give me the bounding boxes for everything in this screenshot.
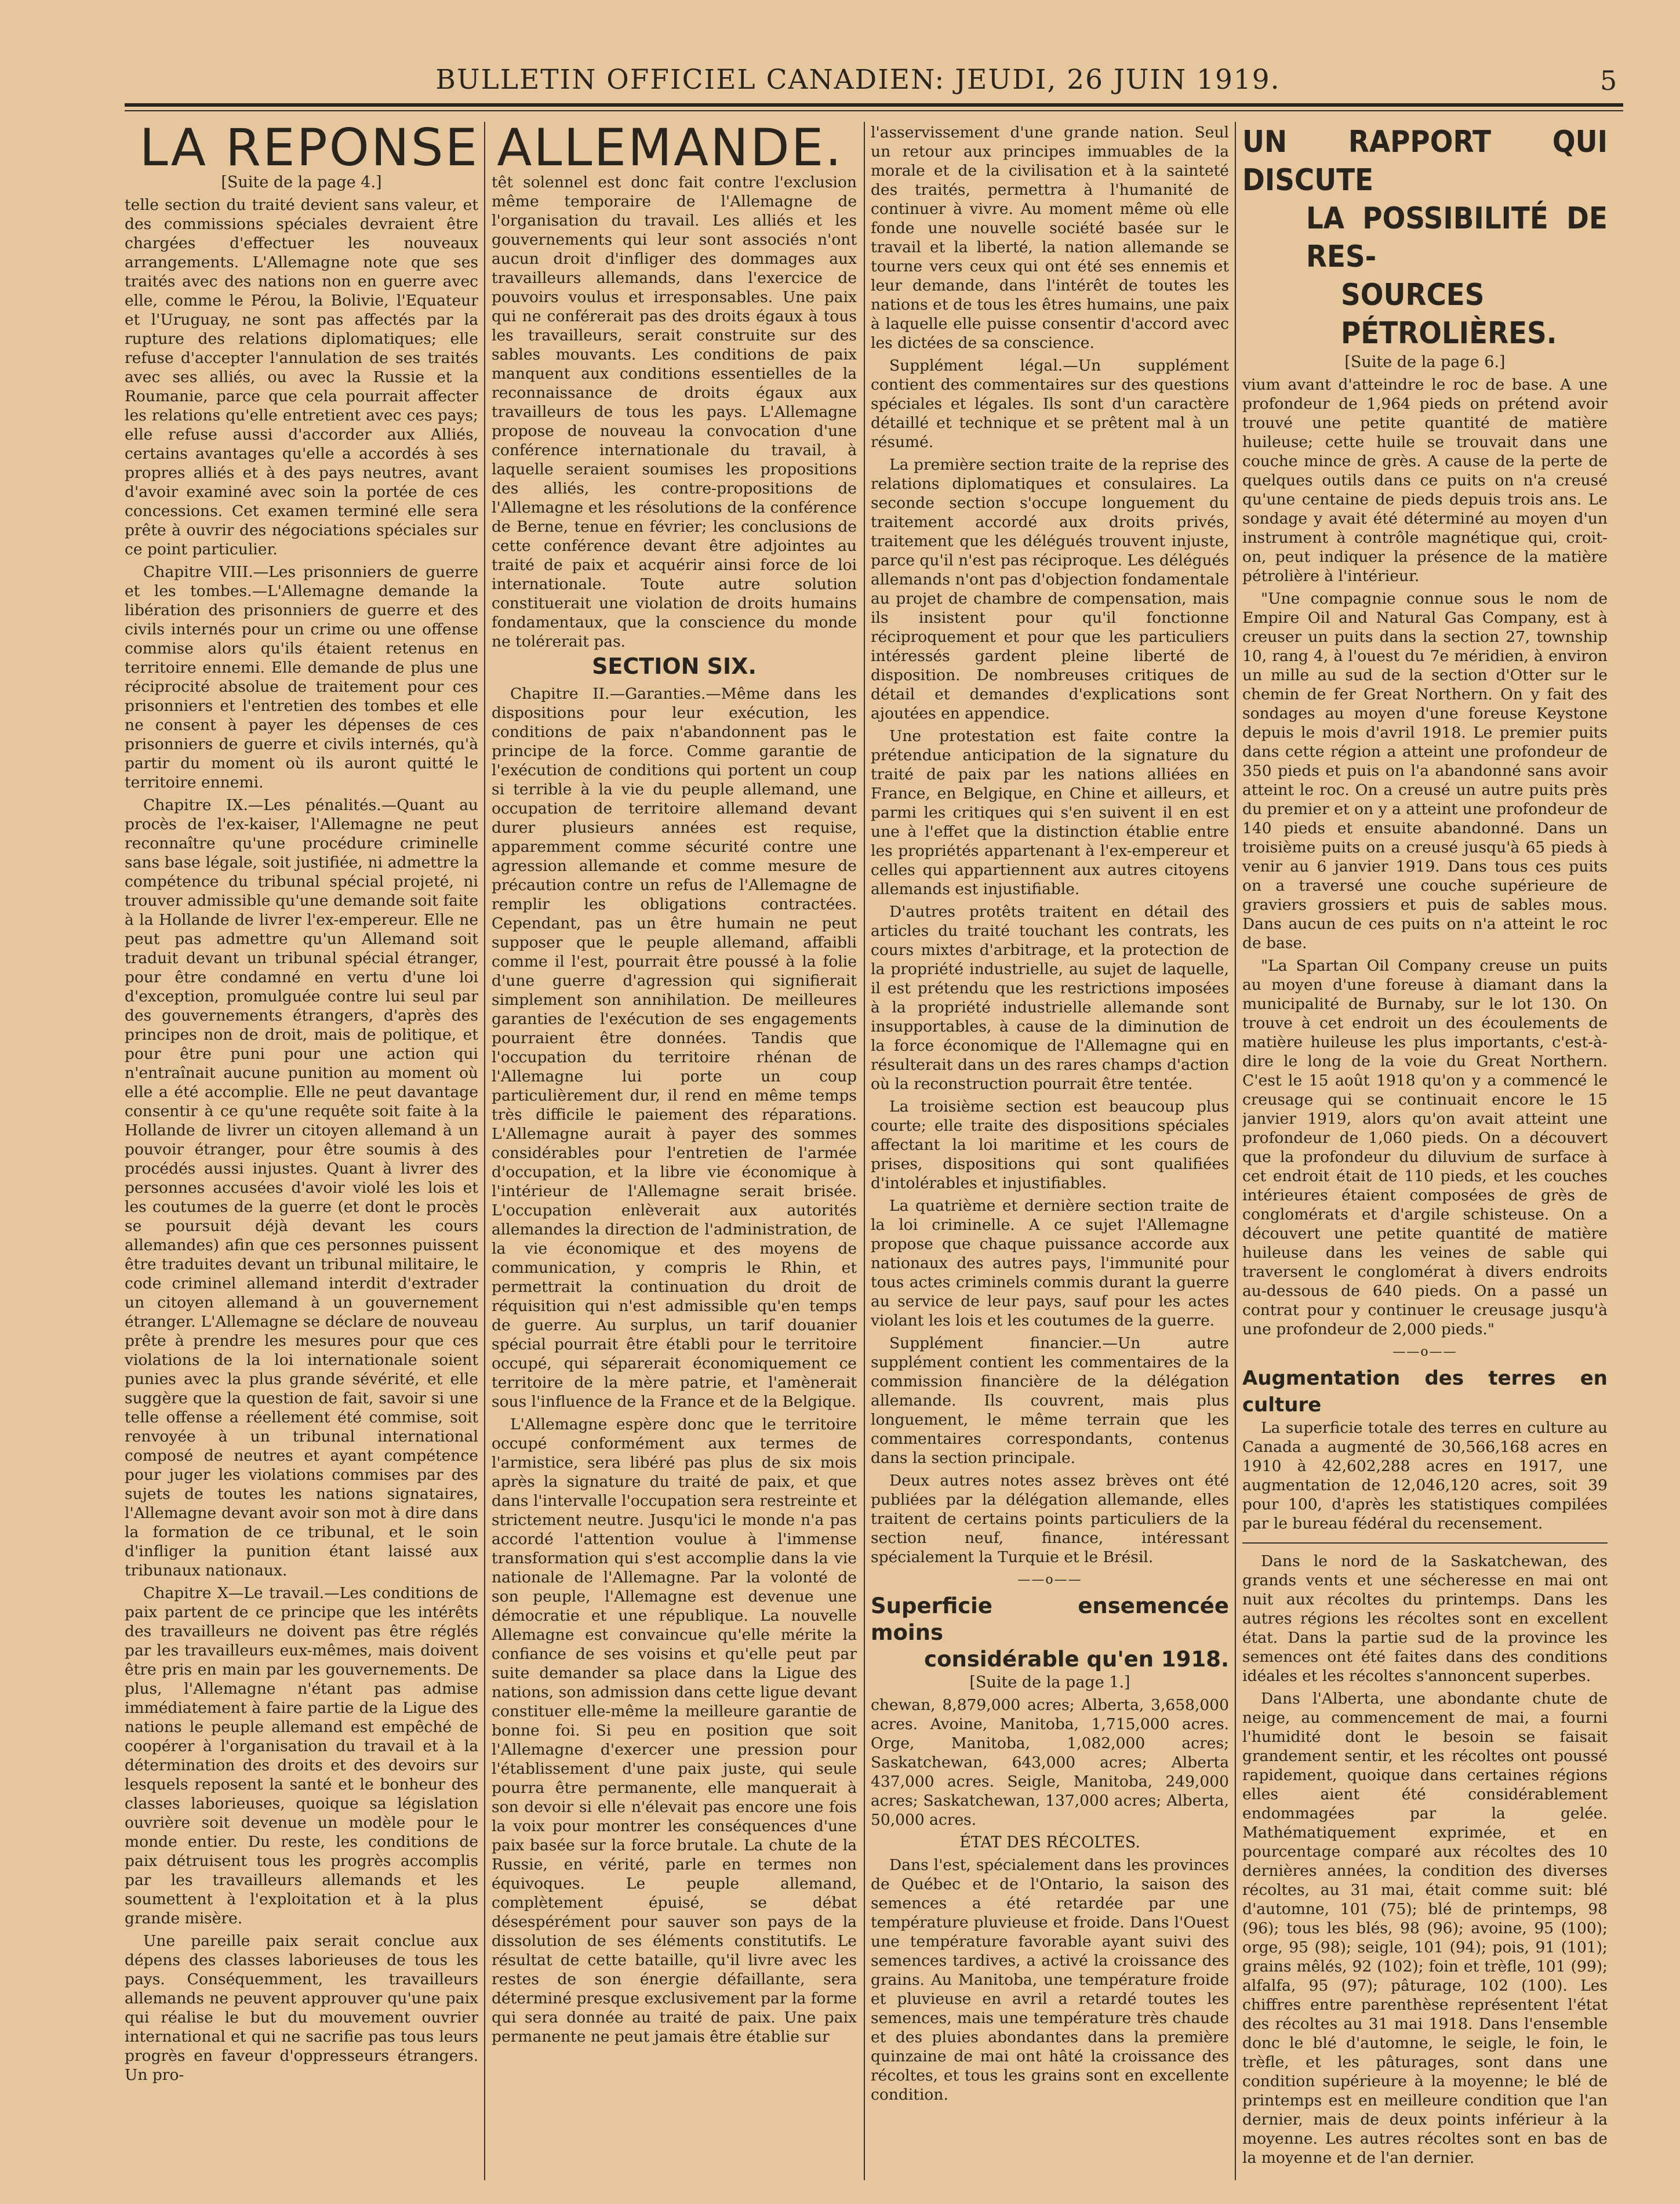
article-title: LA REPONSE ALLEMANDE. [139,118,843,177]
paragraph: "La Spartan Oil Company creuse un puits au moyen d'une foreuse à diamant dans la municipalité de Burnaby, sur le lot 130. On trouve à cet endroit un des écoulements de matière huileuse les plus importants, c'est-à-dire le long de la voie du Great Northern. C'est le 15 août 1918 qu'on y a commencé le creusage qui se continuait encore le 15 janvier 1919, alors qu'on avait atteint une profondeur de 1,060 pieds. On a découvert que la profondeur du diluvium de surface à cet endroit était de 110 pieds, et les couches intérieures étaient composées de grès de conglomérats et d'argile schisteuse. On a découvert une petite quantité de matière huileuse dans les veines de sable qui traversent le conglomérat à divers endroits au-dessous de 640 pieds. On a passé un contrat pour y continuer le creusage jusqu'à une profondeur de 2,000 pieds." [1242,957,1608,1338]
paragraph: Chapitre VIII.—Les prisonniers de guerre et les tombes.—L'Allemagne demande la libération des prisonniers de guerre et des civils internés pour un crime ou une offense commise alors qu'ils étaient retenus en territoire ennemi. Elle demande de plus une réciprocité absolue de traitement pour ces prisonniers et l'entretien des tombes et elle ne consent à payer les dépenses de ces prisonniers de guerre et civils internés, qu'à partir du moment où ils auront quitté le territoire ennemi. [125,563,478,791]
column-rule [484,122,485,2180]
paragraph: chewan, 8,879,000 acres; Alberta, 3,658,000 acres. Avoine, Manitoba, 1,715,000 acres. Orge, Manitoba, 1,082,000 acres; Saskatchewan, 643,000 acres; Alberta 437,000 acres. Seigle, Manitoba, 249,000 acres; Saskatchewan, 137,000 acres; Alberta, 50,000 acres. [871,1696,1229,1829]
page-number: 5 [1600,65,1617,96]
separator-rule [1242,1542,1608,1544]
masthead: BULLETIN OFFICIEL CANADIEN: JEUDI, 26 JUIN 1919. [435,64,1281,96]
paragraph: Chapitre X—Le travail.—Les conditions de paix partent de ce principe que les intérêts des travailleurs ne doivent pas être réglés par les travailleurs eux-mêmes, mais doivent être pris en main par les gouvernements. De plus, l'Allemagne n'étant pas admise immédiatement à faire partie de la Ligue des nations le peuple allemand est empêché de coopérer à l'organisation du travail et à la détermination des droits et des devoirs sur lesquels reposent la santé et le bonheur des classes laborieuses, quoique sa législation ouvrière soit devenue un modèle pour le monde entier. Du reste, les conditions de paix détruisent tous les progrès accomplis par les travailleurs allemands et les soumettent à l'exploitation et à la plus grande misère. [125,1584,478,1927]
column-rule [1235,122,1236,2180]
article-title [871,1593,1229,1673]
paragraph: vium avant d'atteindre le roc de base. A une profondeur de 1,964 pieds on prétend avoir trouvé une petite quantité de matière huileuse; cette huile se trouvait dans une couche mince de grès. A cause de la perte de quelques outils dans ce puits on n'a creusé qu'une centaine de pieds depuis trois ans. Le sondage y avait été déterminé au moyen d'un instrument à contrôle magnétique qui, croit-on, peut indiquer la présence de la matière pétrolière à l'intérieur. [1242,376,1608,585]
article-title: Augmentation des terres en culture [1242,1367,1608,1417]
paragraph: Une pareille paix serait conclue aux dépens des classes laborieuses de tous les pays. Conséquemment, les travailleurs allemands ne peuvent approuver qu'une paix qui réalise le but du mouvement ouvrier international et qui ne sacrifie pas tous leurs progrès en faveur d'oppresseurs étrangers. Un pro- [125,1932,478,2084]
paragraph: Deux autres notes assez brèves ont été publiées par la délégation allemande, elles traitent de certains points particuliers de la section neuf, finance, intéressant spécialement la Turquie et le Brésil. [871,1472,1229,1566]
title-line: considérable qu'en 1918. [924,1647,1229,1672]
column-2 [492,173,857,2185]
paragraph: Chapitre IX.—Les pénalités.—Quant au procès de l'ex-kaiser, l'Allemagne ne peut reconnaître qu'une procédure criminelle sans base légale, soit justifiée, ni admettre la compétence du tribunal spécial projeté, ni trouver admissible qu'une demande soit faite à la Hollande de livrer l'ex-empereur. Elle ne peut pas admettre qu'un Allemand soit traduit devant un tribunal spécial étranger, pour être condamné en vertu d'une loi d'exception, promulguée contre lui seul par des gouvernements étrangers, d'après des principes non de droit, mais de politique, et pour être puni pour une action qui n'entraînait aucune punition au moment où elle a été accomplie. Elle ne peut davantage consentir à ce qu'une requête soit faite à la Hollande de livrer un citoyen allemand à un pouvoir étranger, pour être soumis à des procédés aussi injustes. Quant à livrer des personnes accusées d'avoir violé les lois et les coutumes de la guerre (et dont le procès se poursuit déjà devant les cours allemandes) afin que ces personnes puissent être traduites devant un tribunal militaire, le code criminel allemand interdit d'extrader un citoyen allemand à un gouvernement étranger. L'Allemagne se déclare de nouveau prête à prendre les mesures pour que ces violations de la loi internationale soient punies avec la plus grande sévérité, et elle suggère que la question de fait, savoir si une telle offense a réellement été commise, soit renvoyée à un tribunal international composé de neutres et ayant compétence pour juger les violations commises par des sujets de toutes les nations signataires, l'Allemagne devant avoir son mot à dire dans la formation de ce tribunal, et le soin d'infliger la punition étant laissé aux tribunaux nationaux. [125,796,478,1580]
article-title [1242,123,1608,353]
paragraph: Chapitre II.—Garanties.—Même dans les dispositions pour leur exécution, les conditions de paix n'abandonnent pas le principe de la force. Comme garantie de l'exécution de conditions qui portent un coup si terrible à la vie du peuple allemand, une occupation de territoire allemand devant durer plusieurs années est requise, apparemment comme sécurité contre une agression allemande et comme mesure de précaution contre un refus de l'Allemagne de remplir les obligations contractées. Cependant, pas un être humain ne peut supposer que le peuple allemand, affaibli comme il l'est, pourrait être poussé à la folie d'une guerre d'agression qui signifierait simplement son annihilation. De meilleures garanties de l'exécution de ses engagements pourraient être données. Tandis que l'occupation du territoire rhénan de l'Allemagne lui porte un coup particulièrement dur, il rend en même temps très difficile le paiement des réparations. L'Allemagne aurait à payer des sommes considérables pour l'entretien de l'armée d'occupation, et la libre vie économique à l'intérieur de l'Allemagne serait brisée. L'occupation enlèverait aux autorités allemandes la direction de l'administration, de la vie économique et des moyens de communication, y compris le Rhin, et permettrait la continuation du droit de réquisition qui n'est admissible qu'en temps de guerre. Au surplus, un tarif douanier spécial pourrait être établi pour le territoire occupé, qui séparerait économiquement ce territoire de la mère patrie, et l'amènerait sous l'influence de la France et de la Belgique. [492,685,857,1411]
paragraph: Supplément financier.—Un autre supplément contient les commentaires de la commission financière de la délégation allemande. Ils couvrent, mais plus longuement, le même terrain que les commentaires correspondants, contenus dans la section principale. [871,1334,1229,1467]
title-line: SOURCES PÉTROLIÈRES. [1341,278,1557,351]
paragraph: L'Allemagne espère donc que le territoire occupé conformément aux termes de l'armistice, sera libéré pas plus de six mois après la signature du traité de paix, et que dans l'intervalle l'occupation sera restreinte et strictement neutre. Jusqu'ici le monde n'a pas accordé l'attention voulue à l'immense transformation qui s'est accomplie dans la vie nationale de l'Allemagne. Par la volonté de son peuple, l'Allemagne est devenue une démocratie et une république. La nouvelle Allemagne est convaincue qu'elle mérite la confiance de ses voisins et qu'elle peut par suite demander sa place dans la Ligue des nations, son admission dans cette ligue devant constituer elle-même la meilleure garantie de bonne foi. Si peu en position que soit l'Allemagne d'exercer une pression pour l'établissement d'une paix juste, qui seule pourra être permanente, elle manquerait à son devoir si elle n'élevait pas encore une fois la voix pour montrer les conséquences d'une paix basée sur la force brutale. La chute de la Russie, en vérité, parle en termes non équivoques. Le peuple allemand, complètement épuisé, se débat désespérément pour sauver son pays de la dissolution de ses éléments constitutifs. Le résultat de cette bataille, qu'il livre avec les restes de son énergie défaillante, sera déterminé presque exclusivement par la forme qui sera donnée au traité de paix. Une paix permanente ne peut jamais être établie sur [492,1415,857,2046]
title-line: UN RAPPORT QUI DISCUTE [1242,125,1608,198]
section-heading: SECTION SIX. [592,653,757,679]
paragraph: l'asservissement d'une grande nation. Seul un retour aux principes immuables de la morale et de la civilisation et à la sainteté des traités, permettra à l'humanité de continuer à vivre. Au moment même où elle fonde une nouvelle société basée sur le travail et la liberté, la nation allemande se tourne vers ceux qui ont été ses ennemis et leur demande, dans l'intérêt de toutes les nations et de tous les êtres humains, une paix à laquelle elle puisse consentir d'accord avec les dictées de sa conscience. [871,124,1229,352]
continued-note: [Suite de la page 1.] [969,1673,1130,1691]
article-headline [125,119,858,177]
paragraph: D'autres protêts traitent en détail des articles du traité touchant les contrats, les cours mixtes d'arbitrage, et la protection de la propriété industrielle, au sujet de laquelle, il est prétendu que les restrictions imposées à la propriété industrielle allemande sont insupportables, à cause de la diminution de la force économique de l'Allemagne qui en résulterait dans un des rares champs d'action où la reconstruction pourrait être tentée. [871,903,1229,1093]
masthead-rule-thin [125,110,1623,111]
masthead-rule [125,103,1623,107]
paragraph: La troisième section est beaucoup plus courte; elle traite des dispositions spéciales affectant la loi maritime et les cours de prises, dispositions qui sont qualifiées d'intolérables et injustifiables. [871,1098,1229,1192]
column-rule [864,122,865,2180]
paragraph: Supplément légal.—Un supplément contient des commentaires sur des questions spéciales et légales. Ils sont d'un caractère détaillé et technique et se prêtent mal à un résumé. [871,357,1229,451]
column-4 [1242,123,1608,2185]
paragraph: Dans l'est, spécialement dans les provinces de Québec et de l'Ontario, la saison des semences a été retardée par une température pluvieuse et froide. Dans l'Ouest une température favorable ayant suivi des semences tardives, a activé la croissance des grains. Au Manitoba, une température froide et pluvieuse en avril a retardé toutes les semences, mais une température très chaude et des pluies abondantes dans la première quinzaine de mai ont hâté la croissance des récoltes, et tous les grains sont en excellente condition. [871,1856,1229,2104]
ornament-divider: ——o—— [1017,1573,1082,1587]
continued-note: [Suite de la page 4.] [221,173,382,191]
subheading: ÉTAT DES RÉCOLTES. [959,1833,1140,1851]
ornament-divider: ——o—— [1392,1345,1457,1359]
continued-note: [Suite de la page 6.] [1344,353,1506,371]
title-line: Superficie ensemencée moins [871,1593,1229,1645]
title-line: LA POSSIBILITÉ DE RES- [1306,201,1608,274]
paragraph: Dans le nord de la Saskatchewan, des grands vents et une sécheresse en mai ont nuit aux récoltes du printemps. Dans les autres régions les récoltes sont en excellent état. Dans la partie sud de la province les semences ont été faites dans des conditions idéales et les récoltes s'annoncent superbes. [1242,1552,1608,1685]
paragraph: Dans l'Alberta, une abondante chute de neige, au commencement de mai, a fourni l'humidité dont le besoin se faisait grandement sentir, et les récoltes ont poussé rapidement, quoique dans certaines régions elles aient été considérablement endommagées par la gelée. Mathématiquement exprimée, et en pourcentage comparé aux récoltes des 10 dernières années, la condition des diverses récoltes, au 31 mai, était comme suit: blé d'automne, 101 (75); blé de printemps, 98 (96); tous les blés, 98 (96); avoine, 95 (100); orge, 95 (98); seigle, 101 (94); pois, 91 (101); grains mêlés, 92 (102); foin et trèfle, 101 (99); alfalfa, 95 (97); pâturage, 102 (100). Les chiffres entre parenthèse représentent l'état des récoltes au 31 mai 1918. Dans l'ensemble donc le blé d'automne, le seigle, le foin, le trèfle, et les pâturages, sont dans une condition supérieure à la moyenne; le blé de printemps est en meilleure condition que l'an dernier, mais de deux points inférieur à la moyenne. Les autres récoltes sont en bas de la moyenne et de l'an dernier. [1242,1690,1608,2167]
paragraph: "Une compagnie connue sous le nom de Empire Oil and Natural Gas Company, est à creuser un puits dans la section 27, township 10, rang 4, à l'ouest du 7e méridien, à environ un mille au sud de la section d'Otter sur le chemin de fer Great Northern. On y fait des sondages au moyen d'une foreuse Keystone depuis le mois d'avril 1918. Le premier puits dans cette région a atteint une profondeur de 350 pieds et puis on l'a abandonné sans avoir atteint le roc. On a creusé un autre puits près du premier et on y a atteint une profondeur de 140 pieds et ensuite abandonné. Dans un troisième puits on a creusé jusqu'à 65 pieds à venir au 6 janvier 1919. Dans tous ces puits on a traversé une couche supérieure de graviers grossiers et puis de sables mous. Dans aucun de ces puits on n'a atteint le roc de base. [1242,590,1608,952]
paragraph: têt solennel est donc fait contre l'exclusion même temporaire de l'Allemagne de l'organisation du travail. Les alliés et les gouvernements qui leur sont associés n'ont aucun droit d'infliger des dommages aux travailleurs allemands, dans l'exercice de pouvoirs voulus et irresponsables. Une paix qui ne conférerait pas des droits égaux à tous les travailleurs, serait construite sur des sables mouvants. Les conditions de paix manquent aux conditions essentielles de la reconnaissance de droits égaux aux travailleurs de tous les pays. L'Allemagne propose de nouveau la convocation d'une conférence internationale du travail, à laquelle seraient soumises les propositions des alliés, les contre-propositions de l'Allemagne et les résolutions de la conférence de Berne, tenue en février; les conclusions de cette conférence devant être adjointes au traité de paix et acquérir ainsi force de loi internationale. Toute autre solution constituerait une violation de droits humains fondamentaux, que la conscience du monde ne tolérerait pas. [492,173,857,651]
paragraph: La quatrième et dernière section traite de la loi criminelle. A ce sujet l'Allemagne propose que chaque puissance accorde aux nationaux des autres pays, l'immunité pour tous actes criminels commis durant la guerre au service de leur pays, sauf pour les actes violant les lois et les coutumes de la guerre. [871,1197,1229,1330]
paragraph: La superficie totale des terres en culture au Canada a augmenté de 30,566,168 acres en 1910 à 42,602,288 acres en 1917, une augmentation de 12,046,120 acres, soit 39 pour 100, d'après les statistiques compilées par le bureau fédéral du recensement. [1242,1419,1608,1533]
paragraph: telle section du traité devient sans valeur, et des commissions spéciales devraient être chargées d'effectuer les nouveaux arrangements. L'Allemagne note que ses traités avec des nations non en guerre avec elle, comme le Pérou, la Bolivie, l'Equateur et l'Uruguay, ne sont pas affectés par la rupture des relations diplomatiques; elle refuse d'accepter l'annulation de ses traités avec ses alliés, ou avec la Russie et la Roumanie, parce que cela pourrait affecter les relations qu'elle entretient avec ces pays; elle refuse aussi d'accorder aux Alliés, certains avantages qu'elle a accordés à ses propres alliés et à des pays neutres, avant d'avoir examiné avec soin la portée de ces concessions. Cet examen terminé elle sera prête à ouvrir des négociations spéciales sur ce point particulier. [125,196,478,558]
column-1 [125,173,478,2185]
paragraph: Une protestation est faite contre la prétendue anticipation de la signature du traité de paix par les nations alliées en France, en Belgique, en Chine et ailleurs, et parmi les critiques qui s'en suivent il en est une à l'effet que la distinction établie entre les propriétés appartenant à l'ex-empereur et celles qui appartiennent aux autres citoyens allemands est injustifiable. [871,727,1229,898]
column-3 [871,123,1229,2185]
paragraph: La première section traite de la reprise des relations diplomatiques et consulaires. La seconde section s'occupe longuement du traitement accordé aux droits privés, traitement que les délégués trouvent injuste, parce qu'il n'est pas réciproque. Les délégués allemands n'ont pas d'objection fondamentale au projet de chambre de compensation, mais ils insistent pour qu'il fonctionne réciproquement et pour que les particuliers intéressés gardent pleine liberté de disposition. De nombreuses critiques de détail et demandes d'explications sont ajoutées en appendice. [871,456,1229,722]
